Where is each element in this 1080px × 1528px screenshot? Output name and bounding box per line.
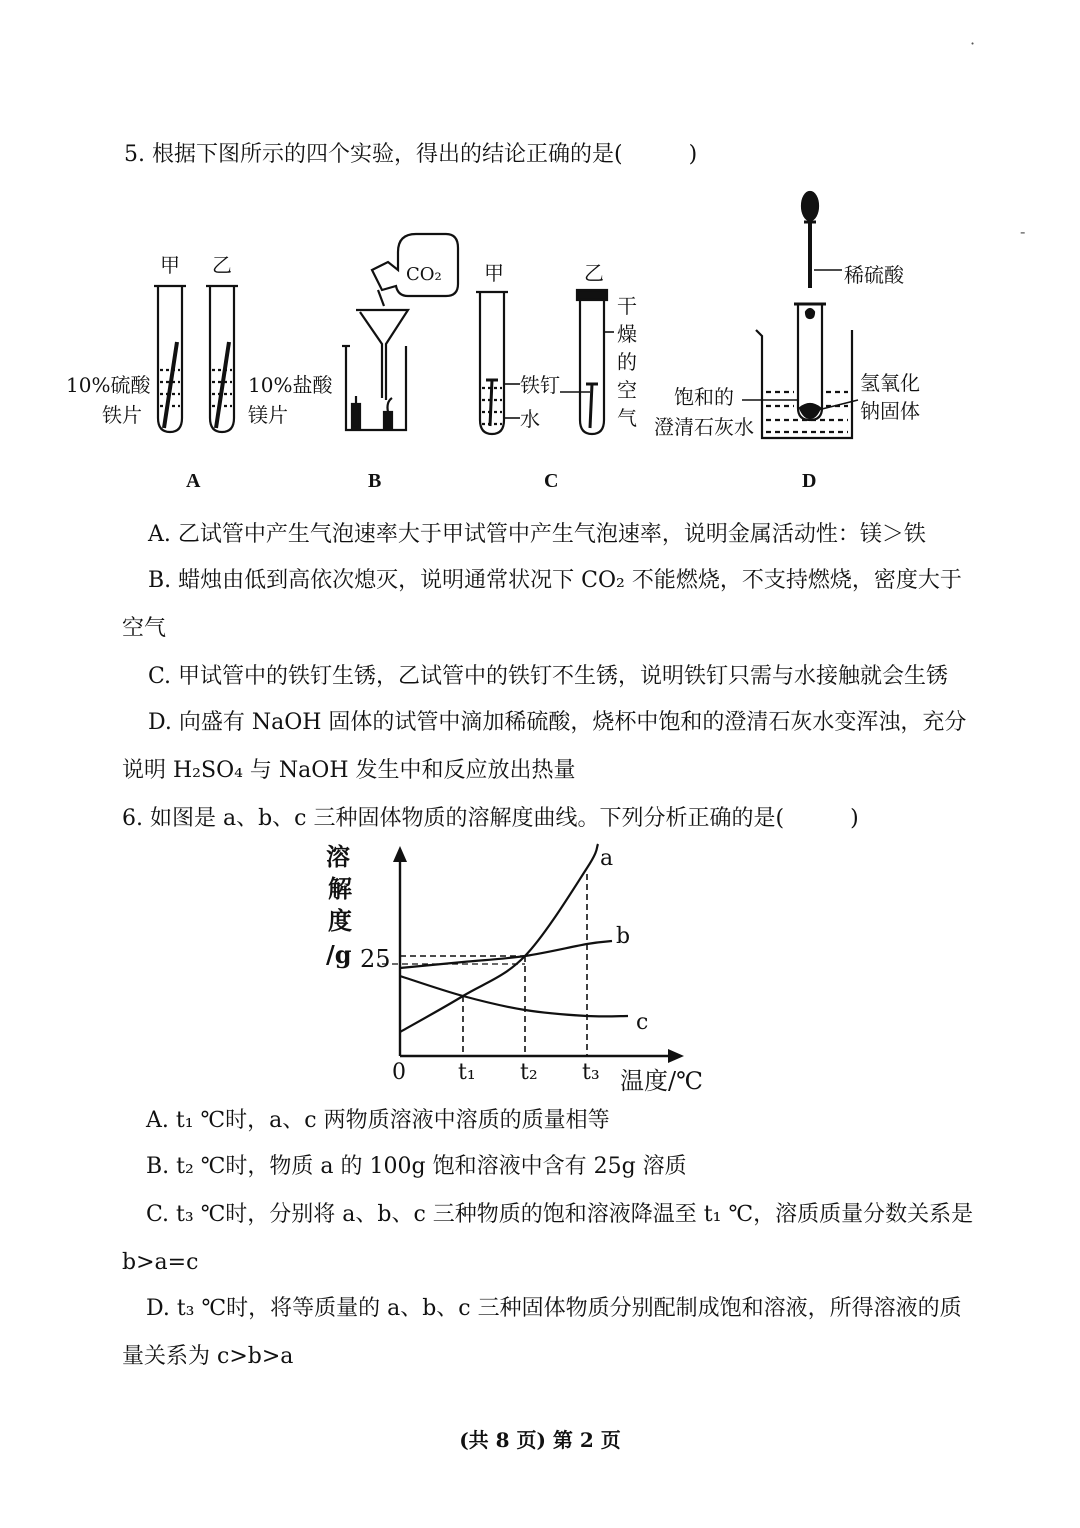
fig-c-nail-label: 铁钉 (520, 373, 560, 397)
fig-a-tube1-label: 甲 (160, 253, 180, 277)
chart-y-label-char-3: 度 (328, 906, 352, 935)
q6-option-d-line1: D. t₃ ℃时，将等质量的 a、b、c 三种固体物质分别配制成饱和溶液，所得溶液的质 (146, 1296, 962, 1321)
fig-d-solid-label-2: 钠固体 (860, 399, 920, 423)
fig-a-left-label-1: 10%硫酸 (66, 373, 151, 397)
fig-a-tube2-label: 乙 (212, 253, 232, 277)
q6-option-a: A. t₁ ℃时，a、c 两物质溶液中溶质的质量相等 (146, 1108, 610, 1133)
q6-option-c-line2: b>a=c (122, 1250, 199, 1275)
scan-speck: · (970, 34, 976, 53)
chart-origin-label: 0 (392, 1060, 406, 1085)
question-6-stem: 6. 如图是 a、b、c 三种固体物质的溶解度曲线。下列分析正确的是( ) (122, 806, 859, 831)
fig-a-right-label-1: 10%盐酸 (248, 373, 333, 397)
fig-d-limewater-label-2: 澄清石灰水 (654, 415, 754, 439)
q5-option-b-line1: B. 蜡烛由低到高依次熄灭，说明通常状况下 CO₂ 不能燃烧，不支持燃烧，密度大于 (148, 568, 962, 593)
chart-x-axis-label: 温度/℃ (620, 1067, 703, 1095)
fig-d-acid-label: 稀硫酸 (844, 263, 904, 287)
fig-c-dry-air-label: 干燥的空气 (617, 294, 637, 430)
q5-option-d-line1: D. 向盛有 NaOH 固体的试管中滴加稀硫酸，烧杯中饱和的澄清石灰水变浑浊，充分 (148, 710, 967, 735)
series-a-curve (400, 844, 598, 1032)
chart-y-tick-25: 25 (360, 945, 391, 973)
series-c-curve (400, 976, 628, 1016)
chart-series-label-a: a (600, 846, 614, 871)
q5-option-c: C. 甲试管中的铁钉生锈，乙试管中的铁钉不生锈，说明铁钉只需与水接触就会生锈 (148, 664, 949, 689)
q5-option-a: A. 乙试管中产生气泡速率大于甲试管中产生气泡速率，说明金属活动性：镁＞铁 (148, 522, 926, 547)
chart-x-tick-t2: t₂ (520, 1060, 538, 1085)
q5-option-b-line2: 空气 (122, 616, 167, 641)
q6-option-d-line2: 量关系为 c>b>a (122, 1344, 294, 1369)
fig-a-left-label-2: 铁片 (102, 403, 142, 427)
fig-c-water-label: 水 (520, 407, 540, 431)
q5-option-d-line2: 说明 H₂SO₄ 与 NaOH 发生中和反应放出热量 (122, 758, 576, 783)
chart-series-label-c: c (636, 1010, 649, 1035)
figure-a-letter: A (186, 470, 201, 492)
figure-d-letter: D (802, 470, 817, 492)
y-axis-arrow (393, 846, 407, 862)
fig-d-solid-label-1: 氢氧化 (860, 371, 920, 395)
x-axis-arrow (668, 1049, 684, 1063)
fig-b-gas-label: CO₂ (406, 264, 442, 285)
chart-x-tick-t3: t₃ (582, 1060, 600, 1085)
q6-option-c-line1: C. t₃ ℃时，分别将 a、b、c 三种物质的饱和溶液降温至 t₁ ℃，溶质质量分数关系是 (146, 1202, 974, 1227)
question-5-stem: 5. 根据下图所示的四个实验，得出的结论正确的是( ) (124, 142, 698, 167)
chart-series-label-b: b (616, 924, 631, 949)
chart-y-label-char-1: 溶 (326, 842, 350, 871)
fig-c-tube2-label: 乙 (584, 261, 604, 285)
q6-option-b: B. t₂ ℃时，物质 a 的 100g 饱和溶液中含有 25g 溶质 (146, 1154, 687, 1179)
fig-d-limewater-label-1: 饱和的 (674, 385, 734, 409)
fig-a-right-label-2: 镁片 (248, 403, 288, 427)
figure-c-letter: C (544, 470, 559, 492)
figure-b-letter: B (368, 470, 382, 492)
chart-y-label-char-2: 解 (328, 874, 352, 903)
chart-x-tick-t1: t₁ (458, 1060, 476, 1085)
scan-speck: - (1020, 222, 1026, 241)
chart-y-label-char-4: /g (326, 940, 352, 969)
page-footer: (共 8 页) 第 2 页 (459, 1428, 621, 1452)
fig-c-tube1-label: 甲 (484, 261, 504, 285)
